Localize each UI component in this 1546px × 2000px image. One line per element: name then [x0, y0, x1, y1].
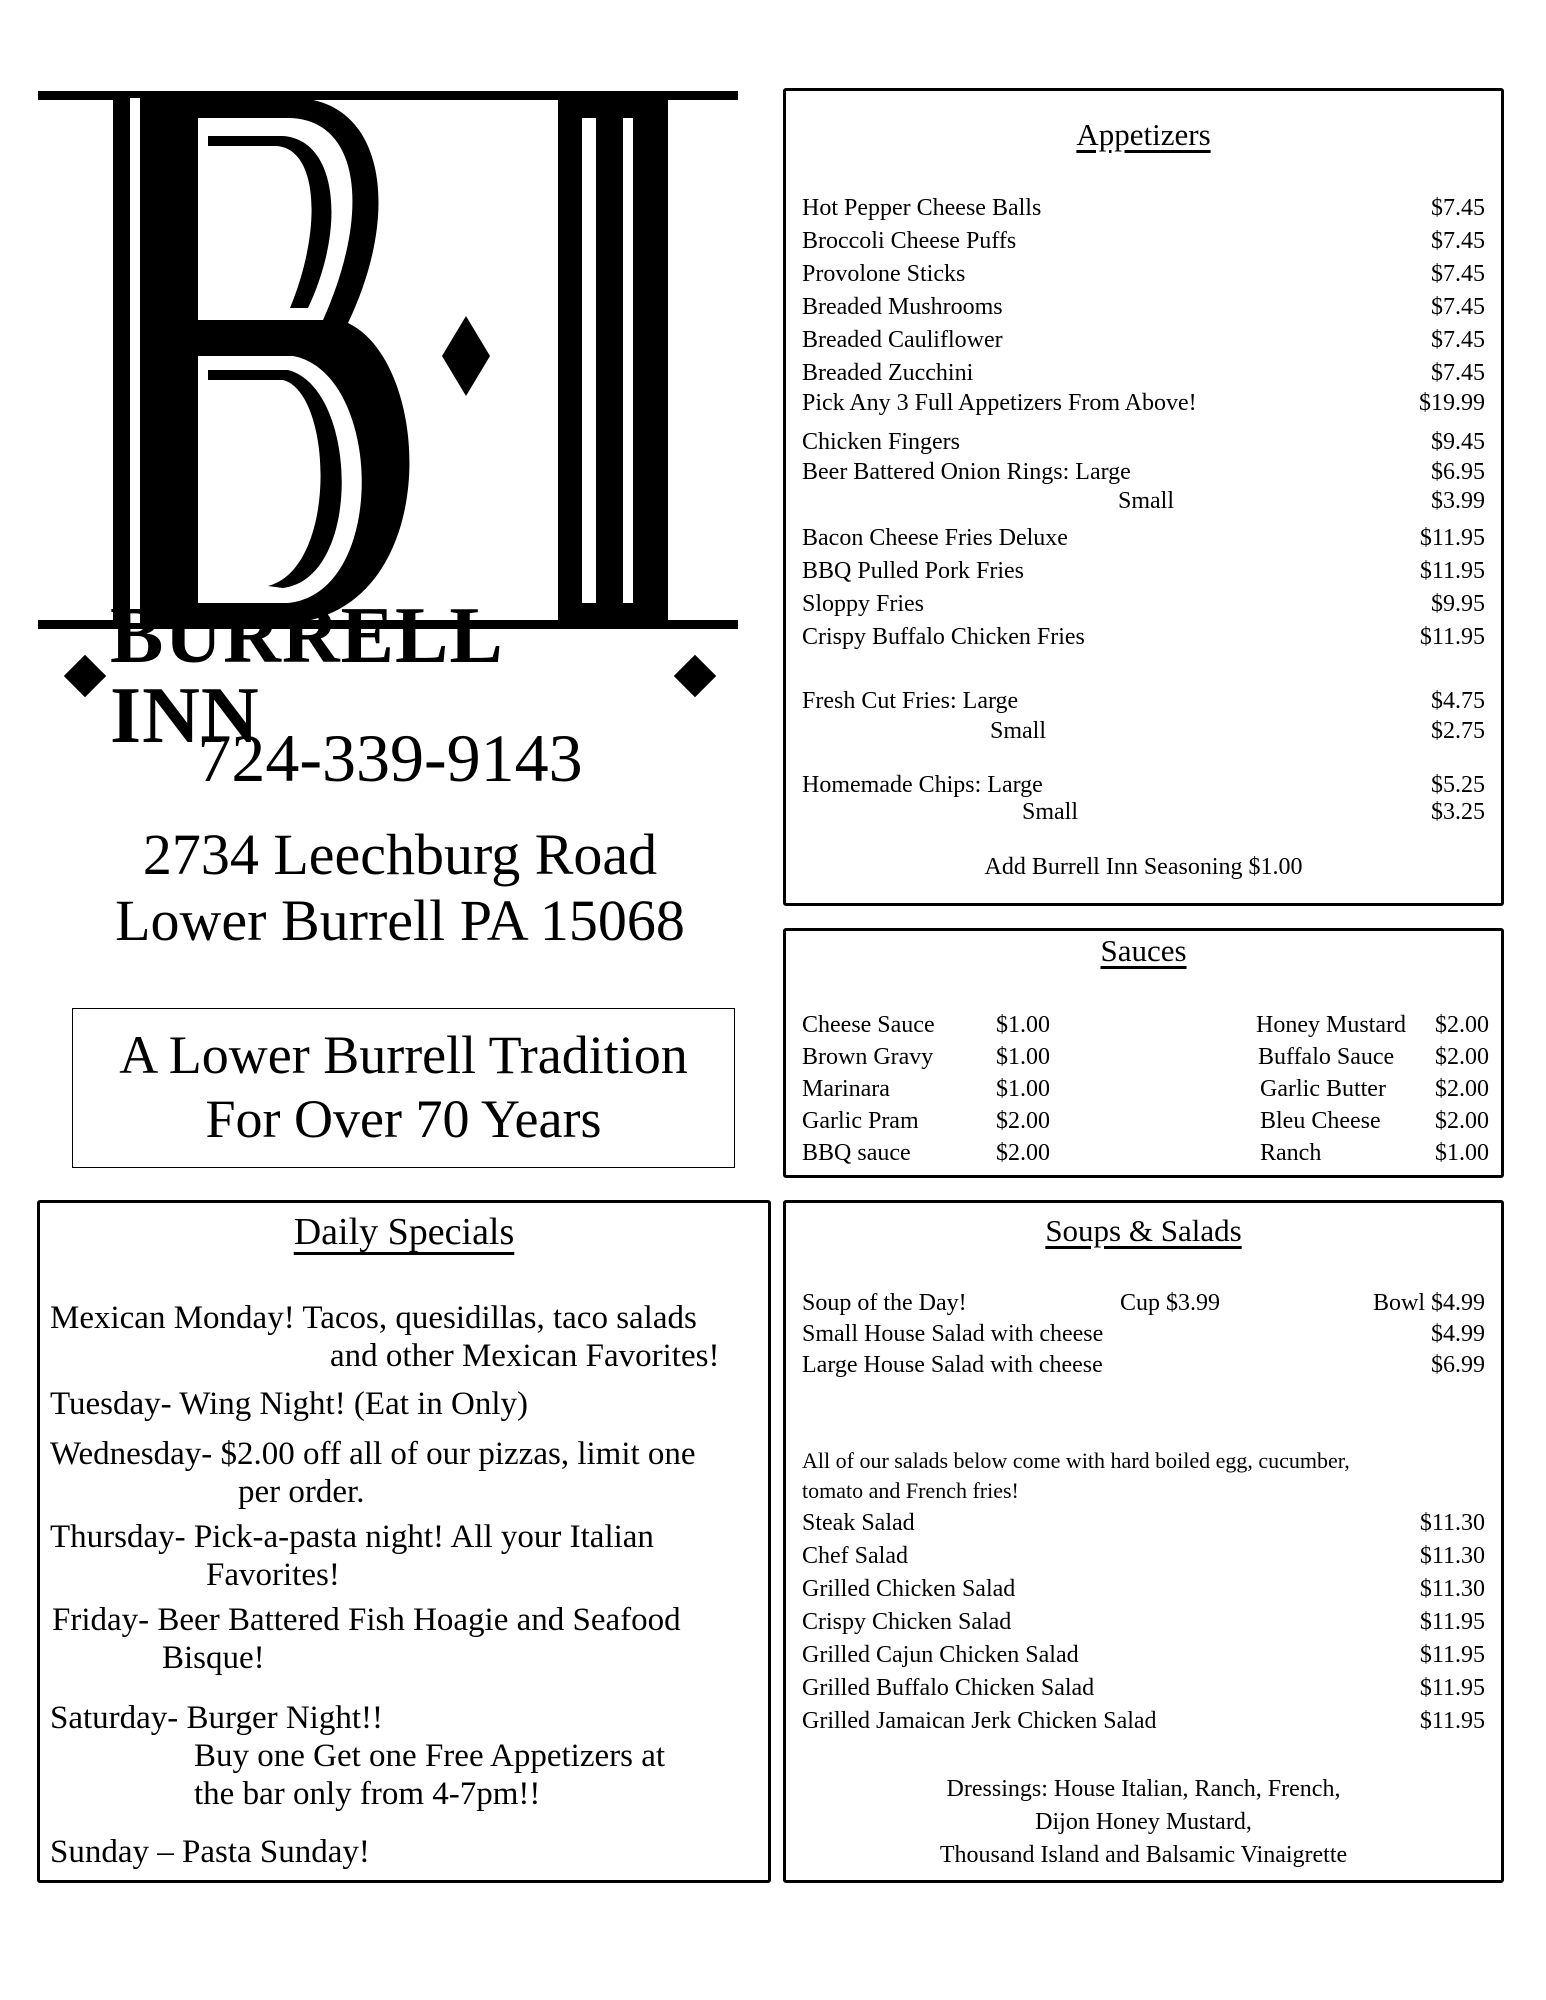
salad-price: $11.30	[1419, 1576, 1485, 1602]
menu-item-name: Breaded Zucchini	[802, 360, 974, 386]
salad-name: Chef Salad	[802, 1543, 908, 1569]
daily-specials-title: Daily Specials	[293, 1211, 515, 1253]
dressings-line: Dressings: House Italian, Ranch, French,	[946, 1776, 1341, 1802]
sauces-title: Sauces	[1100, 933, 1187, 968]
sauces-box	[783, 928, 1504, 1178]
sauce-name: Ranch	[1260, 1140, 1322, 1166]
menu-item-price: $19.99	[1419, 390, 1485, 416]
sauce-price: $2.00	[1435, 1044, 1489, 1070]
menu-item-price: $11.95	[1419, 558, 1485, 584]
sauce-name: Garlic Pram	[802, 1108, 919, 1134]
soups-salads-title: Soups & Salads	[1045, 1213, 1242, 1248]
daily-specials-box	[37, 1200, 771, 1883]
monogram-logo	[38, 88, 738, 633]
menu-item-price: $7.45	[1431, 360, 1485, 386]
tradition-line-1: A Lower Burrell Tradition	[119, 1025, 688, 1085]
letter-b	[113, 98, 409, 623]
special-line: Thursday- Pick-a-pasta night! All your Italian	[50, 1519, 654, 1555]
menu-item-price: $11.95	[1419, 525, 1485, 551]
special-line: Buy one Get one Free Appetizers at	[194, 1738, 666, 1774]
menu-item-price: $4.75	[1431, 688, 1485, 714]
sauce-price: $2.00	[996, 1140, 1050, 1166]
tradition-box	[72, 1008, 735, 1168]
soup-cup-price: Cup $3.99	[1120, 1290, 1221, 1316]
sauce-price: $2.00	[1435, 1012, 1489, 1038]
tradition-line-2: For Over 70 Years	[205, 1089, 602, 1149]
seasoning-note: Add Burrell Inn Seasoning $1.00	[984, 854, 1303, 880]
salad-intro: tomato and French fries!	[802, 1478, 1019, 1503]
sauce-price: $2.00	[1435, 1076, 1489, 1102]
menu-item-name: Broccoli Cheese Puffs	[802, 228, 1017, 254]
salad-price: $11.95	[1419, 1642, 1485, 1668]
sauce-name: Honey Mustard	[1256, 1012, 1406, 1038]
special-line: Mexican Monday! Tacos, quesidillas, taco salads	[50, 1300, 697, 1336]
menu-item-price: $5.25	[1431, 772, 1485, 798]
logo-diamond	[442, 316, 490, 396]
menu-item-price: $7.45	[1431, 327, 1485, 353]
soup-name: Soup of the Day!	[802, 1290, 967, 1316]
menu-item-price: $7.45	[1431, 261, 1485, 287]
menu-item-price: $9.45	[1431, 429, 1485, 455]
special-line: the bar only from 4-7pm!!	[194, 1776, 541, 1812]
menu-item-name: Breaded Cauliflower	[802, 327, 1003, 353]
phone-number: 724-339-9143	[197, 720, 583, 796]
menu-item-price: $3.99	[1431, 488, 1485, 514]
appetizers-box	[783, 88, 1504, 906]
menu-item-size: Small	[1118, 488, 1175, 514]
salad-name: Grilled Jamaican Jerk Chicken Salad	[802, 1708, 1157, 1734]
menu-item-price: $9.95	[1431, 591, 1485, 617]
right-diamond-icon	[674, 655, 716, 697]
menu-item-name: Crispy Buffalo Chicken Fries	[802, 624, 1085, 650]
salad-price: $11.95	[1419, 1675, 1485, 1701]
menu-item-size: Small	[990, 718, 1047, 744]
sauce-name: Cheese Sauce	[802, 1012, 935, 1038]
menu-item-price: $7.45	[1431, 195, 1485, 221]
sauce-name: Bleu Cheese	[1260, 1108, 1381, 1134]
special-line: Wednesday- $2.00 off all of our pizzas, limit one	[50, 1436, 696, 1472]
menu-item-price: $7.45	[1431, 228, 1485, 254]
appetizers-title: Appetizers	[1076, 117, 1211, 152]
menu-item-size: Small	[1022, 799, 1079, 825]
menu-item-name: Pick Any 3 Full Appetizers From Above!	[802, 390, 1197, 416]
menu-item-name: Bacon Cheese Fries Deluxe	[802, 525, 1068, 551]
menu-item-name: Homemade Chips: Large	[802, 772, 1043, 798]
restaurant-name: BURRELL INN	[110, 592, 500, 760]
menu-item-price: $11.95	[1419, 624, 1485, 650]
menu-item-price: $6.95	[1431, 459, 1485, 485]
salad-name: Grilled Chicken Salad	[802, 1576, 1016, 1602]
menu-item-name: Beer Battered Onion Rings: Large	[802, 459, 1131, 485]
salad-name: Crispy Chicken Salad	[802, 1609, 1012, 1635]
salad-price: $11.30	[1419, 1510, 1485, 1536]
menu-item-name: Breaded Mushrooms	[802, 294, 1003, 320]
menu-item-price: $7.45	[1431, 294, 1485, 320]
salad-name: Large House Salad with cheese	[802, 1352, 1103, 1378]
salad-price: $4.99	[1431, 1321, 1485, 1347]
sauce-price: $2.00	[996, 1108, 1050, 1134]
letter-i	[558, 98, 668, 623]
menu-item-name: Hot Pepper Cheese Balls	[802, 195, 1042, 221]
menu-item-name: Chicken Fingers	[802, 429, 960, 455]
left-diamond-icon	[64, 655, 106, 697]
street-address: 2734 Leechburg Road	[142, 822, 658, 887]
sauce-name: Buffalo Sauce	[1258, 1044, 1395, 1070]
menu-item-name: Fresh Cut Fries: Large	[802, 688, 1019, 714]
salad-intro: All of our salads below come with hard boiled egg, cucumber,	[802, 1448, 1350, 1473]
sauce-name: Garlic Butter	[1260, 1076, 1386, 1102]
salad-price: $11.30	[1419, 1543, 1485, 1569]
menu-item-name: BBQ Pulled Pork Fries	[802, 558, 1025, 584]
special-line: per order.	[238, 1474, 365, 1510]
menu-item-name: Provolone Sticks	[802, 261, 966, 287]
sauce-name: BBQ sauce	[802, 1140, 911, 1166]
salad-name: Grilled Buffalo Chicken Salad	[802, 1675, 1095, 1701]
special-line: Bisque!	[162, 1640, 265, 1676]
salad-price: $11.95	[1419, 1708, 1485, 1734]
special-line: Friday- Beer Battered Fish Hoagie and Seafood	[52, 1602, 681, 1638]
menu-item-name: Sloppy Fries	[802, 591, 925, 617]
sauce-name: Brown Gravy	[802, 1044, 934, 1070]
sauce-price: $1.00	[996, 1044, 1050, 1070]
sauce-name: Marinara	[802, 1076, 890, 1102]
dressings-line: Thousand Island and Balsamic Vinaigrette	[939, 1842, 1348, 1868]
salad-price: $11.95	[1419, 1609, 1485, 1635]
salad-name: Steak Salad	[802, 1510, 915, 1536]
salad-name: Small House Salad with cheese	[802, 1321, 1104, 1347]
menu-item-price: $2.75	[1431, 718, 1485, 744]
special-line: Saturday- Burger Night!!	[50, 1700, 383, 1736]
salad-price: $6.99	[1431, 1352, 1485, 1378]
special-line: and other Mexican Favorites!	[330, 1338, 720, 1374]
special-line: Sunday – Pasta Sunday!	[50, 1834, 370, 1870]
menu-item-price: $3.25	[1431, 799, 1485, 825]
city-address: Lower Burrell PA 15068	[115, 888, 685, 953]
sauce-price: $1.00	[996, 1012, 1050, 1038]
sauce-price: $1.00	[1435, 1140, 1489, 1166]
soup-bowl-price: Bowl $4.99	[1372, 1290, 1485, 1316]
soups-salads-box	[783, 1200, 1504, 1883]
special-line: Tuesday- Wing Night! (Eat in Only)	[50, 1386, 529, 1422]
sauce-price: $1.00	[996, 1076, 1050, 1102]
sauce-price: $2.00	[1435, 1108, 1489, 1134]
salad-name: Grilled Cajun Chicken Salad	[802, 1642, 1079, 1668]
dressings-line: Dijon Honey Mustard,	[1035, 1809, 1252, 1835]
special-line: Favorites!	[206, 1557, 340, 1593]
